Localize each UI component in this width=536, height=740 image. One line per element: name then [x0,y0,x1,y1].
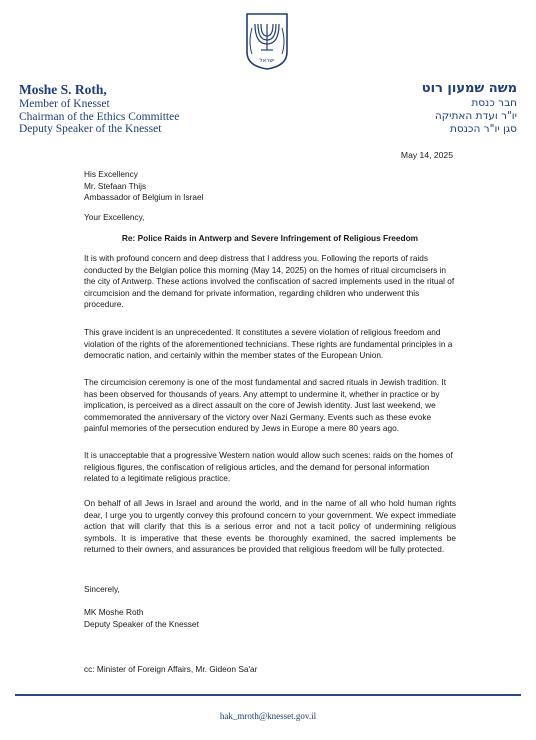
body-paragraph: On behalf of all Jews in Israel and around the world, and in the name of all who hold human rights dear, I urge you to urgently convey this profound concern to your government. We expect immediate action that will clarify that this is a serious error and not a tacit policy of undermining religious symbols. It is imperative that these events be thoroughly examined, the sacred implements be returned to their owners, and assurances be provided that religious freedom will be fully protected. [84,498,456,554]
sender-block-english [19,82,179,136]
emblem [244,12,290,70]
closing: Sincerely, [84,584,120,594]
body-paragraph: It is with profound concern and deep distress that I address you. Following the reports of raids conducted by the Belgian police this morning (May 14, 2025) on the homes of ritual circumcisers in the city of Antwerp. These actions involved the confiscation of sacred implements used in the ritual of circumcision and the demand for private information, regarding children who underwent this procedure. [84,253,455,309]
menorah-emblem-icon [244,12,290,70]
letter-date: May 14, 2025 [400,150,453,160]
sender-title: Member of Knesset [19,98,110,110]
recipient-line: Ambassador of Belgium in Israel [84,192,204,202]
body-paragraph: It is unacceptable that a progressive Western nation would allow such scenes: raids on the homes of religious figures, the confiscation of religious articles, and the demand for personal information related to a legitimate religious practice. [84,450,453,483]
sender-title: Chairman of the Ethics Committee [19,110,180,123]
cc-line: cc: Minister of Foreign Affairs, Mr. Gideon Sa'ar [84,664,258,674]
recipient-line: Mr. Stefaan Thijs [84,180,147,191]
signature-block [84,607,456,630]
salutation: Your Excellency, [84,212,145,222]
sender-name-hebrew: משה שמעון רוט [421,81,517,96]
sender-title: Deputy Speaker of the Knesset [19,123,162,136]
recipient-line: His Excellency [84,169,138,179]
emblem-label: ישראל [259,58,275,64]
subject-line: Re: Police Raids in Antwerp and Severe Infringement of Religious Freedom [121,233,419,243]
sender-title-hebrew: סגן יו"ר הכנסת [450,123,517,136]
body-paragraph: The circumcision ceremony is one of the most fundamental and sacred rituals in Jewish tradition. It has been observed for thousands of years. Any attempt to undermine it, whether in practice or by implication, is perceived as a direct assault on the core of Jewish identity. Just last weekend, we commemorated the anniversary of the victory over Nazi Germany. Events such as these evoke painful memories of the persecution endured by Jews in Europe a mere 80 years ago. [84,377,447,433]
signature-name: MK Moshe Roth [84,607,144,617]
sender-name: Moshe S. Roth, [19,82,107,97]
footer-divider [15,694,521,696]
body-paragraph: This grave incident is an unprecedented. It constitutes a severe violation of religious freedom and violation of the rights of the aforementioned technicians. These rights are fundamental principles in a democratic nation, and certainly within the member states of the European Union. [84,327,453,360]
sender-title-hebrew: יו"ר ועדת האתיקה [434,110,517,123]
signature-title: Deputy Speaker of the Knesset [84,618,199,629]
sender-block-hebrew [422,80,517,137]
footer-email: hak_mroth@knesset.gov.il [219,711,317,721]
recipient-address [84,169,456,204]
sender-title-hebrew: חבר כנסת [471,97,517,109]
